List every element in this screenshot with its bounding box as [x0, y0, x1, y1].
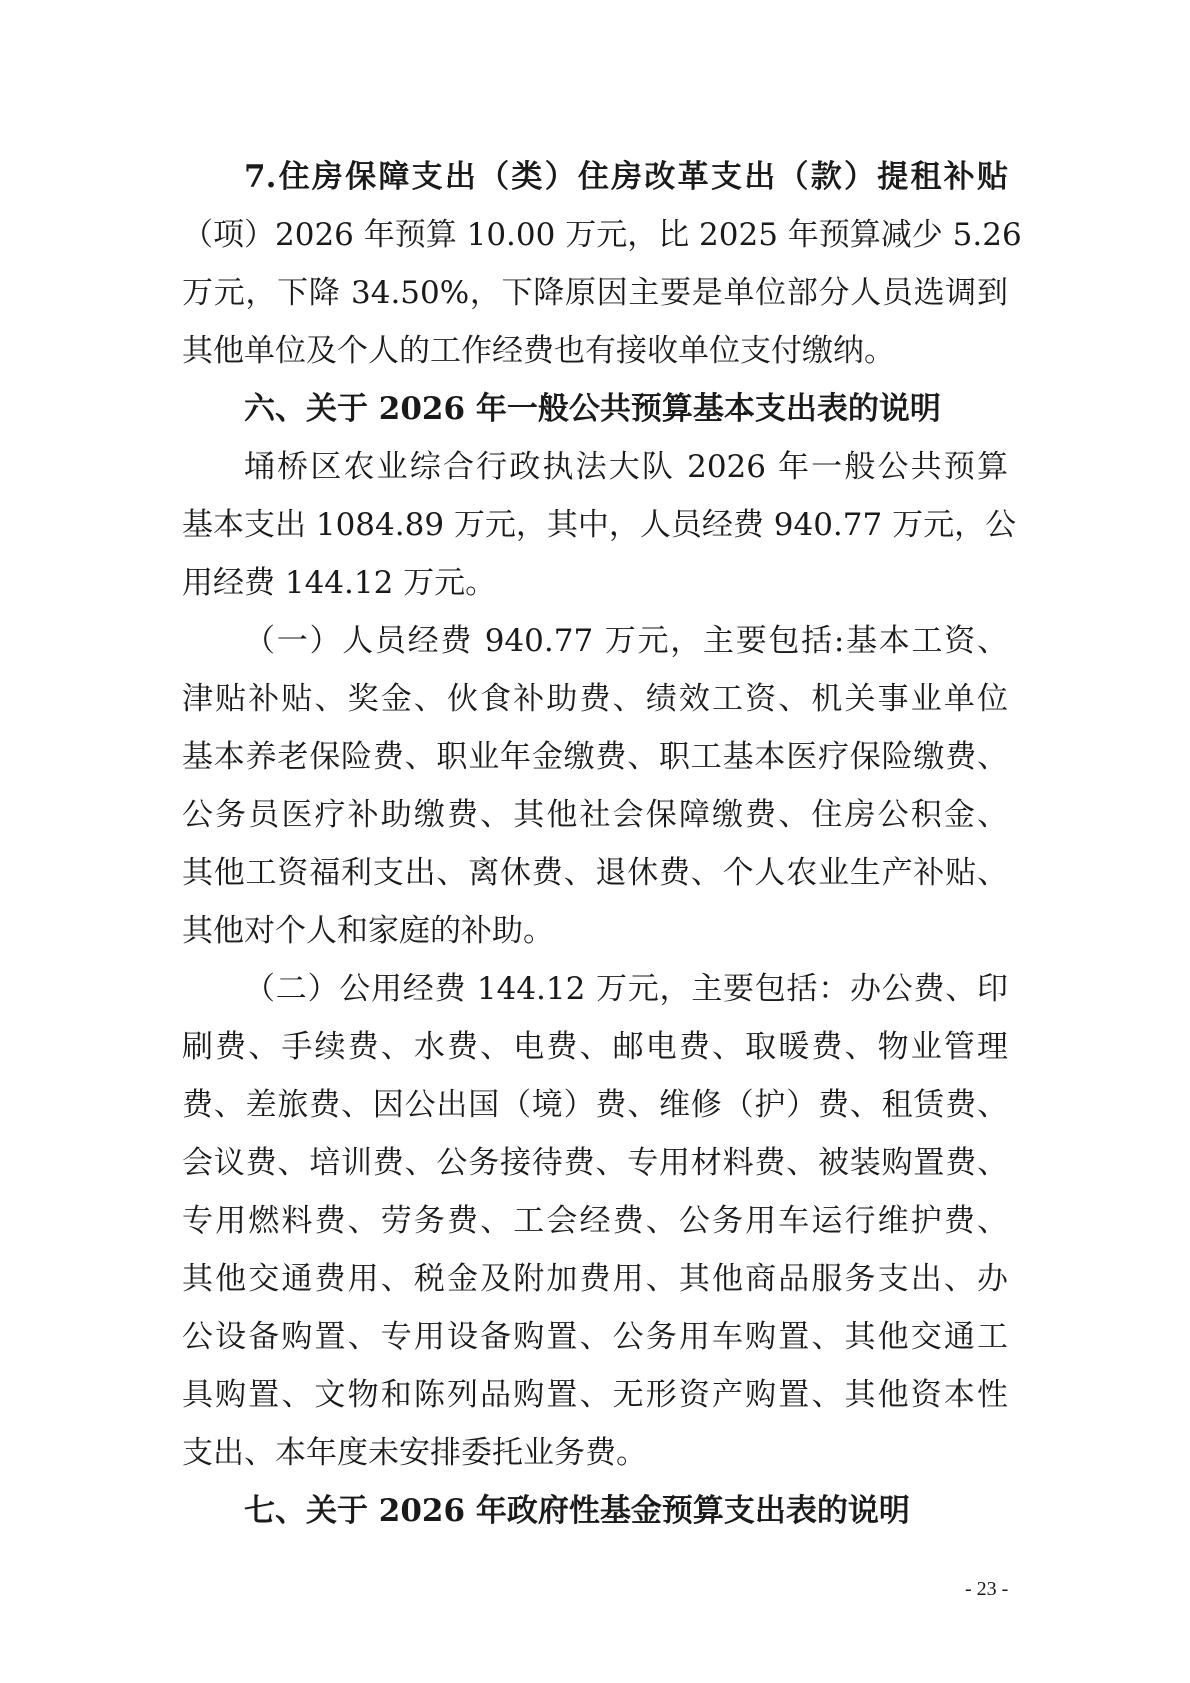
paragraph-personnel-expenses [182, 612, 1008, 960]
paragraph-housing-security [182, 148, 1022, 380]
page-number: - 23 - [965, 1578, 1009, 1600]
paragraph-line: 支出、本年度未安排委托业务费。 [182, 1435, 647, 1471]
paragraph-line: 其他工资福利支出、离休费、退休费、个人农业生产补贴、 [182, 855, 1008, 891]
paragraph-line: 津贴补贴、奖金、伙食补助费、绩效工资、机关事业单位 [182, 681, 1008, 717]
paragraph-line: 万元，下降 34.50%，下降原因主要是单位部分人员选调到 [182, 275, 1008, 311]
paragraph-line: 公务员医疗补助缴费、其他社会保障缴费、住房公积金、 [182, 797, 1008, 833]
paragraph-public-expenses [182, 960, 1008, 1482]
paragraph-line: 埇桥区农业综合行政执法大队 2026 年一般公共预算 [244, 449, 1008, 485]
paragraph-line: 会议费、培训费、公务接待费、专用材料费、被装购置费、 [182, 1145, 1008, 1181]
paragraph-line: 基本支出 1084.89 万元，其中，人员经费 940.77 万元，公 [182, 507, 1017, 543]
paragraph-line: 刷费、手续费、水费、电费、邮电费、取暖费、物业管理 [182, 1029, 1008, 1065]
paragraph-line: 用经费 144.12 万元。 [182, 565, 497, 601]
paragraph-line: （项）2026 年预算 10.00 万元，比 2025 年预算减少 5.26 [182, 217, 1022, 253]
paragraph-line: 基本养老保险费、职业年金缴费、职工基本医疗保险缴费、 [182, 739, 1008, 775]
paragraph-line: （一）人员经费 940.77 万元，主要包括:基本工资、 [244, 623, 1008, 659]
paragraph-line: 7.住房保障支出（类）住房改革支出（款）提租补贴 [244, 159, 1008, 195]
paragraph-line: 其他交通费用、税金及附加费用、其他商品服务支出、办 [182, 1261, 1008, 1297]
paragraph-basic-expenditure-summary [182, 438, 1017, 612]
paragraph-line: 其他对个人和家庭的补助。 [182, 913, 554, 949]
paragraph-line: 专用燃料费、劳务费、工会经费、公务用车运行维护费、 [182, 1203, 1008, 1239]
document-body [182, 148, 1022, 1540]
section-heading: 七、关于 2026 年政府性基金预算支出表的说明 [244, 1493, 910, 1529]
section-heading-6 [182, 380, 1008, 438]
paragraph-line: 费、差旅费、因公出国（境）费、维修（护）费、租赁费、 [182, 1087, 1008, 1123]
section-heading-7 [182, 1482, 1008, 1540]
section-heading: 六、关于 2026 年一般公共预算基本支出表的说明 [244, 391, 941, 427]
paragraph-line: （二）公用经费 144.12 万元，主要包括：办公费、印 [244, 971, 1008, 1007]
paragraph-line: 公设备购置、专用设备购置、公务用车购置、其他交通工 [182, 1319, 1008, 1355]
paragraph-line: 具购置、文物和陈列品购置、无形资产购置、其他资本性 [182, 1377, 1008, 1413]
paragraph-line: 其他单位及个人的工作经费也有接收单位支付缴纳。 [182, 333, 895, 369]
